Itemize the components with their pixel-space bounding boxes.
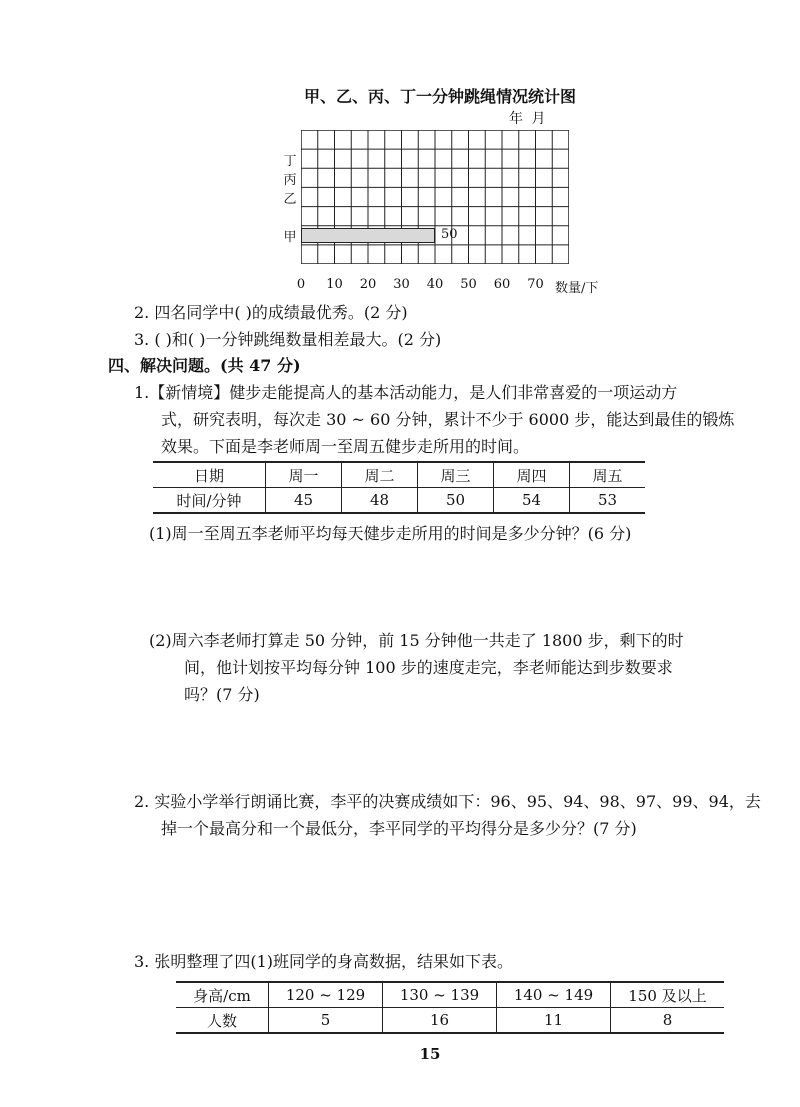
table-cell: 时间/分钟: [153, 488, 266, 514]
problem-1-sub-2-line-1: (2)周六李老师打算走 50 分钟，前 15 分钟他一共走了 1800 步，剩下的时: [149, 631, 684, 650]
table-header-cell: 周五: [570, 462, 646, 488]
table-header-cell: 140 ~ 149: [497, 982, 611, 1008]
chart-bar-label: 50: [441, 226, 458, 242]
problem-1-line-3: 效果。下面是李老师周一至周五健步走所用的时间。: [161, 437, 530, 456]
table-cell: 45: [266, 488, 342, 514]
problem-3-line-1: 3. 张明整理了四(1)班同学的身高数据，结果如下表。: [134, 952, 514, 971]
walk-time-table: [153, 461, 645, 514]
chart-category-label: 甲: [283, 230, 297, 246]
table-header-cell: 周二: [342, 462, 418, 488]
table-header-cell: 周一: [266, 462, 342, 488]
chart-title: 甲、乙、丙、丁一分钟跳绳情况统计图: [303, 87, 576, 106]
problem-1-sub-2-line-2: 间，他计划按平均每分钟 100 步的速度走完，李老师能达到步数要求: [184, 658, 673, 677]
table-cell: 人数: [176, 1008, 269, 1034]
table-row: [176, 1008, 724, 1034]
question-3: 3. ( )和( )一分钟跳绳数量相差最大。(2 分): [134, 330, 442, 349]
problem-1-line-1: 1.【新情境】健步走能提高人的基本活动能力，是人们非常喜爱的一项运动方: [134, 383, 678, 402]
page-number: 15: [419, 1045, 441, 1063]
table-row: [176, 982, 724, 1008]
chart-category-label: 丁: [283, 153, 297, 169]
chart-x-tick-label: 40: [426, 277, 444, 292]
table-header-cell: 120 ~ 129: [269, 982, 383, 1008]
chart-x-tick-label: 60: [493, 277, 511, 292]
chart-x-tick-label: 50: [460, 277, 477, 292]
table-cell: 50: [418, 488, 494, 514]
chart-x-tick-label: 10: [326, 277, 343, 292]
table-header-cell: 周四: [494, 462, 570, 488]
chart-category-label: 丙: [283, 172, 297, 188]
chart-date-label: 年 月: [509, 111, 548, 127]
chart-x-axis-title: 数量/下: [555, 281, 599, 296]
table-header-cell: 身高/cm: [176, 982, 269, 1008]
section-4-heading: 四、解决问题。(共 47 分): [108, 356, 301, 375]
chart-x-tick-label: 70: [527, 277, 544, 292]
table-header-cell: 日期: [153, 462, 266, 488]
problem-1-line-2: 式，研究表明，每次走 30 ~ 60 分钟，累计不少于 6000 步，能达到最佳的锻炼: [161, 410, 735, 429]
table-cell: 53: [570, 488, 646, 514]
problem-2-line-1: 2. 实验小学举行朗诵比赛，李平的决赛成绩如下：96、95、94、98、97、99、94，去: [134, 792, 761, 811]
table-header-cell: 150 及以上: [611, 982, 725, 1008]
chart-grid: [301, 130, 569, 264]
question-2: 2. 四名同学中( )的成绩最优秀。(2 分): [134, 303, 408, 322]
table-header-cell: 130 ~ 139: [383, 982, 497, 1008]
table-cell: 5: [269, 1008, 383, 1034]
chart-x-tick-label: 0: [296, 277, 306, 292]
problem-1-sub-2-line-3: 吗？(7 分): [184, 685, 260, 704]
problem-1-sub-1: (1)周一至周五李老师平均每天健步走所用的时间是多少分钟？(6 分): [149, 524, 632, 543]
chart-x-tick-label: 20: [359, 277, 377, 292]
chart-category-label: 乙: [283, 192, 297, 207]
table-cell: 48: [342, 488, 418, 514]
chart-bar-jia: [301, 228, 435, 243]
height-table: [176, 981, 724, 1034]
table-header-cell: 周三: [418, 462, 494, 488]
table-cell: 16: [383, 1008, 497, 1034]
chart-x-tick-label: 30: [393, 277, 410, 292]
problem-2-line-2: 掉一个最高分和一个最低分，李平同学的平均得分是多少分？(7 分): [161, 819, 637, 838]
table-row: [153, 488, 645, 514]
table-row: [153, 462, 645, 488]
table-cell: 11: [497, 1008, 611, 1034]
table-cell: 8: [611, 1008, 725, 1034]
table-cell: 54: [494, 488, 570, 514]
